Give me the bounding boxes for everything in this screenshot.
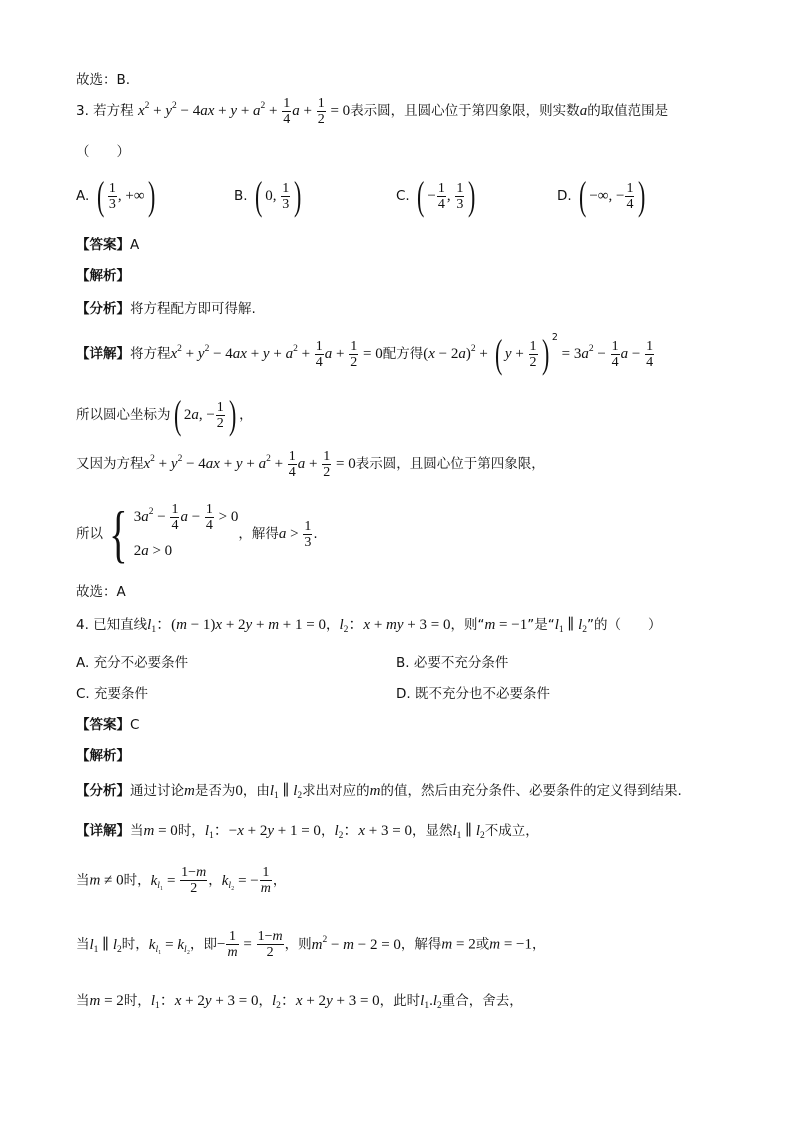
inequality-system: 所以{ $3a^2$ − $\frac{1}{4}$ a − $\frac{1}{4}$ > 0 2a > 0 ，解得a > $\frac{1}{3}$ . — [76, 498, 318, 569]
option-3-b: B. ( 0, $\frac{1}{3}$ ) — [234, 173, 302, 218]
analysis-4: 【分析】通过讨论m是否为0，由$l_1$ ∥ $l_2$求出对应的m的值，然后由充分条件、必要条件的定义得到结果. — [76, 783, 682, 801]
detail-4-m-two: 当m = 2时，$l_1$：x + 2y + 3 = 0，$l_2$：x + 2y + 3 = 0，此时$l_1.l_2$重合，舍去， — [76, 993, 523, 1011]
question-4-stem: 4. 已知直线$l_1$：(m − 1)x + 2y + m + 1 = 0，$l_2$：x + my + 3 = 0，则“m = −1”是“$l_1$ ∥ $l_2$”的（ ） — [76, 617, 662, 635]
detail-3: 【详解】将方程$x^2 + y^2 - 4ax + y + a^2$ + $\frac{1}{4}$ a + $\frac{1}{2}$ = 0配方得$(x - 2a)^2$ + ( y + $\frac{1}{2}$ ) $^2 = 3a^2$ − $\frac{1}{4}$ a − $\frac{1}{4}$ — [76, 331, 654, 376]
option-4-c: C. 充要条件 — [76, 686, 149, 702]
question-3-number: 3. 若方程 — [76, 102, 134, 119]
detail-4-parallel: 当$l_1$ ∥ $l_2$时，$k_{l_1} = k_{l_2}$，即− $\frac{1}{m}$ = $\frac{1-m}{2}$ ，则$m^2 - m - 2 = 0$，解得m = 2或m = −1， — [76, 929, 546, 960]
question-3-stem: 3. 若方程 $x^2 + y^2 - 4ax + y + a^2$ + $\frac{1}{4}$ a + $\frac{1}{2}$ = 0表示圆，且圆心位于第四象限，则实数a的取值范围是 — [76, 96, 669, 127]
option-3-c: C. ( − $\frac{1}{4}$ , $\frac{1}{3}$ ) — [396, 173, 476, 218]
jiexi-heading-1: 【解析】 — [76, 268, 130, 284]
option-4-d: D. 既不充分也不必要条件 — [396, 686, 550, 702]
detail-4-m-nonzero: 当m ≠ 0时，$k_{l_1}$ = $\frac{1-m}{2}$ ，$k_{l_2}$ = − $\frac{1}{m}$ ， — [76, 865, 287, 896]
option-4-a: A. 充分不必要条件 — [76, 655, 189, 671]
answer-4: 【答案】C — [76, 717, 140, 733]
analysis-3: 【分析】将方程配方即可得解. — [76, 301, 256, 317]
detail-4-m-zero: 【详解】当m = 0时，$l_1$：−x + 2y + 1 = 0，$l_2$：x + 3 = 0，显然$l_1$ ∥ $l_2$不成立， — [76, 823, 539, 841]
jiexi-heading-2: 【解析】 — [76, 748, 130, 764]
option-3-d: D. ( −∞, − $\frac{1}{4}$ ) — [557, 173, 646, 218]
answer-a-line: 故选：A — [76, 584, 126, 600]
answer-3: 【答案】A — [76, 237, 140, 253]
center-coordinates: 所以圆心坐标为( 2a, − $\frac{1}{2}$ ) ， — [76, 392, 253, 437]
option-3-a: A. ( $\frac{1}{3}$ , +∞) — [76, 173, 155, 218]
fourth-quadrant-line: 又因为方程$x^2 + y^2 - 4ax + y + a^2$ + $\frac{1}{4}$ a + $\frac{1}{2}$ = 0表示圆，且圆心位于第四象限， — [76, 449, 545, 480]
equation-circle: $x^2 + y^2 - 4ax + y + a^2$ + $\frac{1}{4}$ a + $\frac{1}{2}$ = 0 — [137, 96, 351, 127]
answer-paren: （ ） — [76, 144, 130, 160]
text-line-answer-b: 故选：B. — [76, 72, 131, 88]
option-4-b: B. 必要不充分条件 — [396, 655, 509, 671]
